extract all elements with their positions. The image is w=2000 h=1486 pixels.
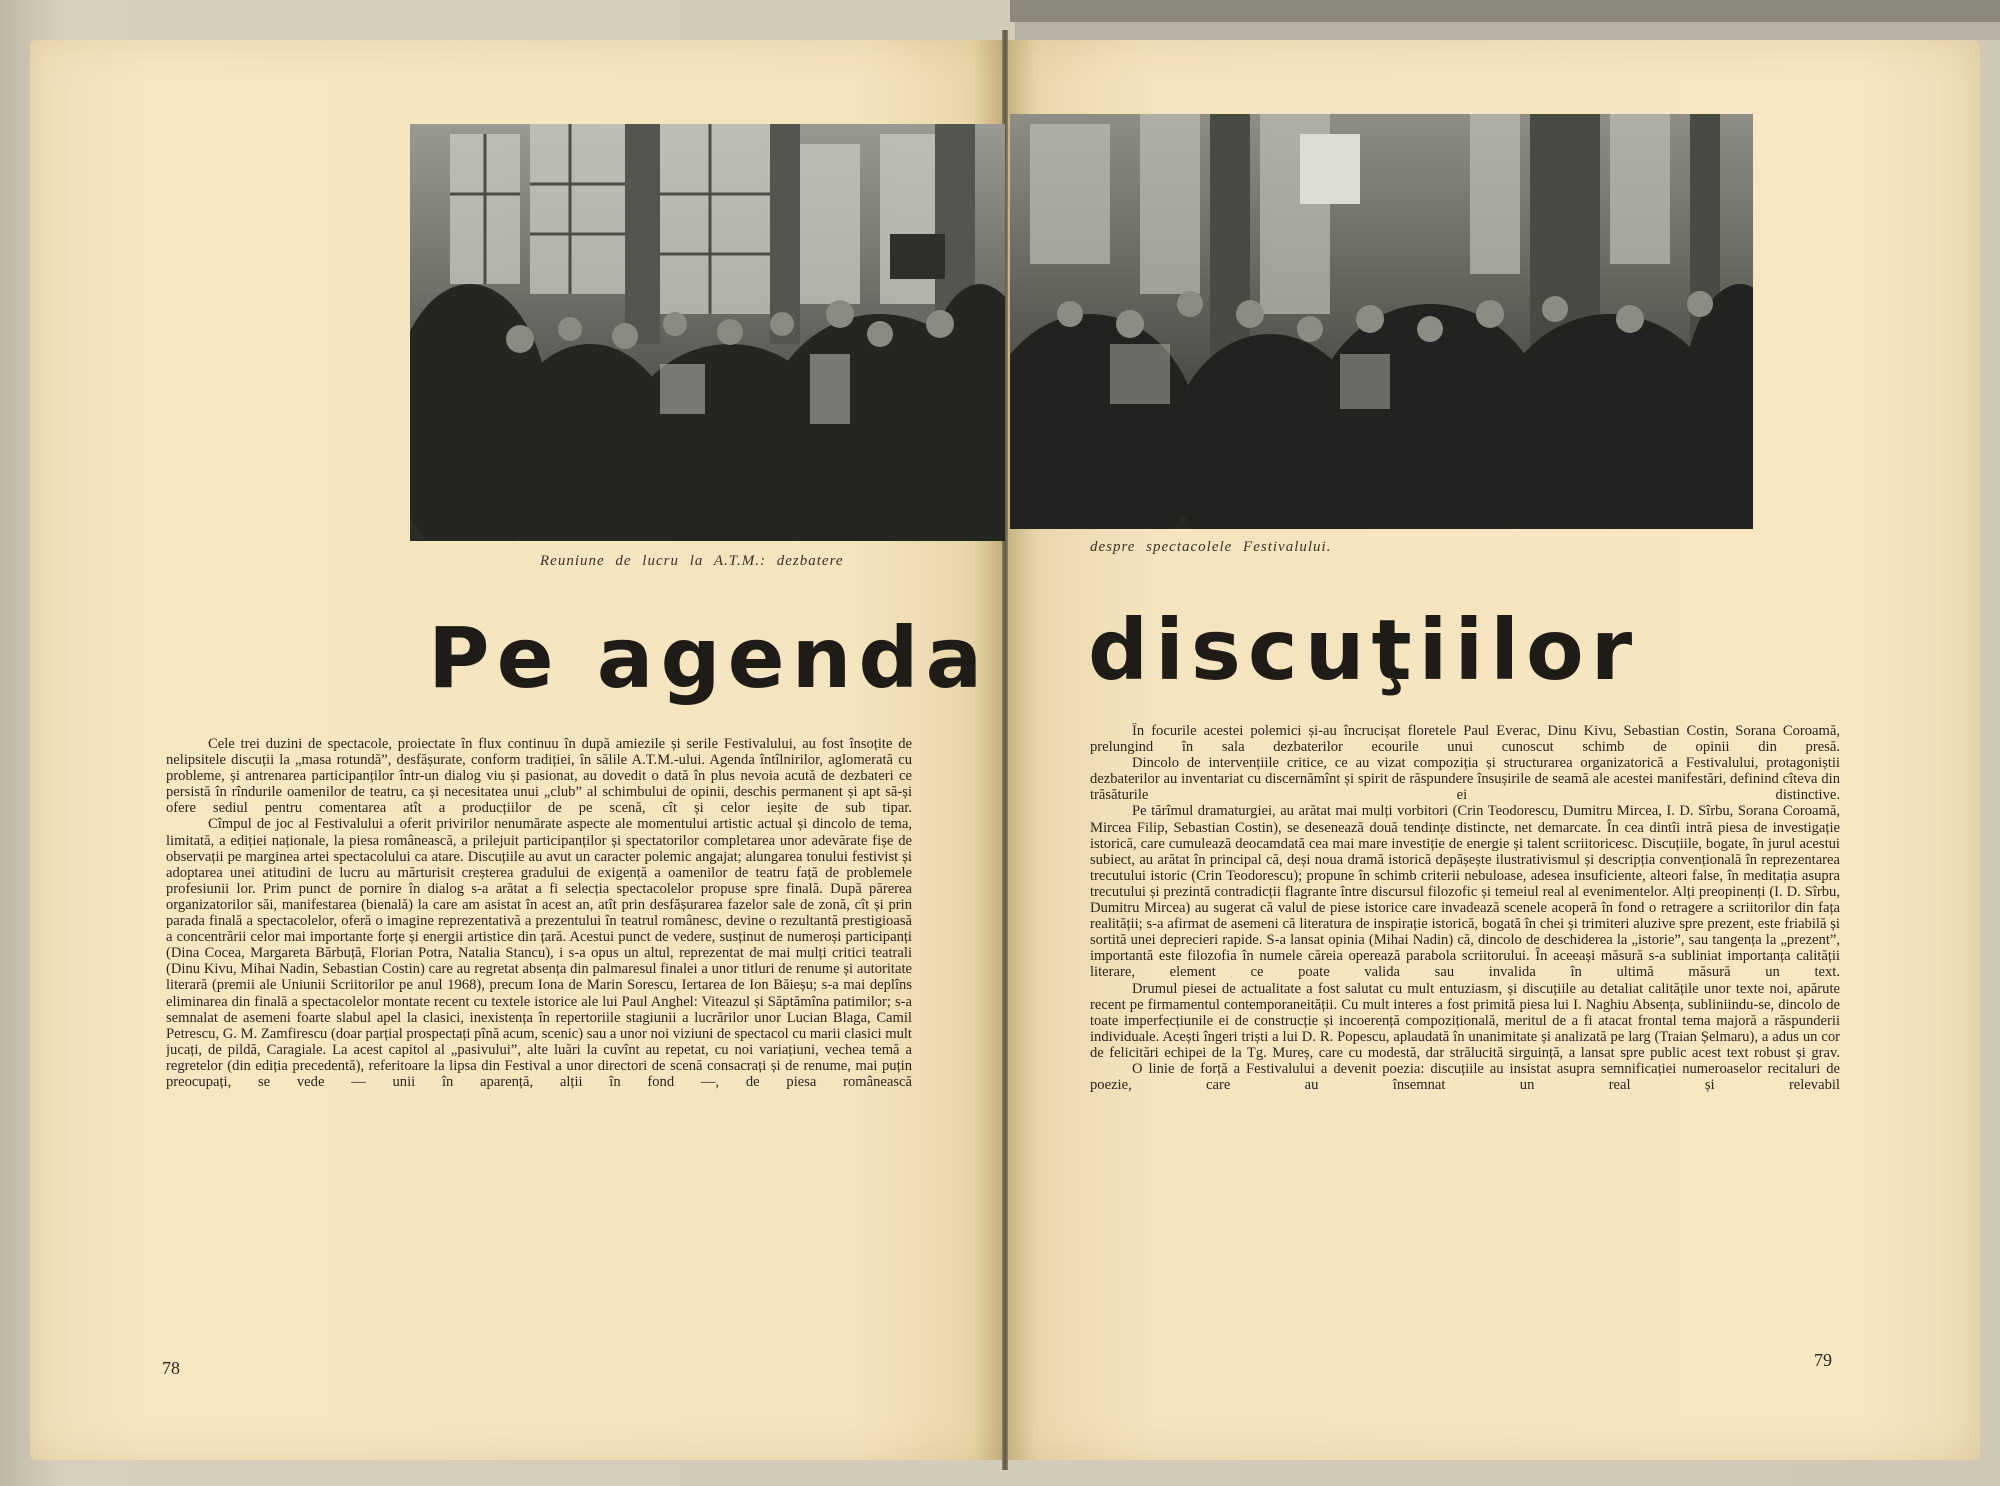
paragraph: Drumul piesei de actualitate a fost salutat cu mult entuziasm, și discuțiile au detaliat calitățile unor texte noi, apărute recent pe firmamentul contemporaneității. Cu mult interes a fost primită piesa lui I. Naghiu Absența, subliniindu-se, dincolo de toate imperfecțiunile ei de construcție și incoerență compozițională, meritul de a fi atacat frontal tema majoră a răspunderii individuale. Acești îngeri triști a lui D. R. Popescu, aplaudată în unanimitate și analizată pe larg (Traian Șelmaru), a adus un cor de felicitări echipei de la Tg. Mureș, care cu modestă, dar strălucită sirguință, a lansat spre public acest text robust și grav. [1090,980,1840,1061]
headline-part-2: discuţiilor [1088,601,1640,699]
paragraph: Cele trei duzini de spectacole, proiectate în flux continuu în după amiezile și serile Festivalului, au fost însoțite de nelipsitele discuții la „masa rotundă”, desfășurate, conform tradiției, în sălile A.T.M.-ului. Agenda întîlnirilor, aglomerată cu probleme, și antrenarea participanților într-un dialog viu și pasionat, au dovedit o dată în plus nevoia acută de dezbateri ce persistă în rîndurile oamenilor de teatru, ca și necesitatea unui „club” al schimbului de opinii, deschis permanent și apt să-și ofere sediul pentru comentarea atît a producțiilor de pe scenă, cît și celor ieșite de sub tipar. [166,736,912,817]
paragraph: Pe tărîmul dramaturgiei, au arătat mai mulți vorbitori (Crin Teodorescu, Dumitru Mircea, I. D. Sîrbu, Sorana Coroamă, Mircea Filip, Sebastian Costin), se desenează două tendințe distincte, net demarcate. În cea dintîi intră piesa de investigație istorică, care cumulează deocamdată cea mai mare investiție de energie și talent scriitoricesc. Discuțiile, bogate, în jurul acestui subiect, au arătat în principal că, deși noua dramă istorică depășește ilustrativismul și descripția convențională în reprezentarea trecutului istoric (Crin Teodorescu); propune în schimb criterii nebuloase, adesea insuficiente, alteori false, în meditația asupra trecutului și prezintă contradicții flagrante între discursul filozofic și temeiul real al evenimentelor. Alți preopinenți (I. D. Sîrbu, Dumitru Mircea) au sugerat că valul de piese istorice care invadează scenele acoperă în fond o retragere a scriitorilor din fața realității; s-a afirmat de asemeni că literatura de inspirație istorică, bogată în chei și trimiteri aluzive spre prezent, este friabilă și sortită unei deprecieri rapide. S-a lansat opinia (Mihai Nadin) că, dincolo de deschiderea la „istorie”, sau tangența la „prezent”, importantă este filozofia în numele căreia operează parabola scriitorului. În aceeași măsură s-a subliniat importanța calității literare, element ce poate valida sau invalida în ultimă măsură un text. [1090,803,1840,981]
page-number-right: 79 [1814,1350,1832,1370]
paragraph: În focurile acestei polemici și-au încrucișat floretele Paul Everac, Dinu Kivu, Sebastian Costin, Sorana Coroamă, prelungind în sala dezbaterilor ecourile unui cunoscut schimb de opinii din presă. [1090,723,1840,756]
article-column-left [166,736,912,1326]
meeting-photo-left [410,124,1005,541]
headline-part-1: Pe agenda [428,609,990,707]
paragraph: Dincolo de intervențiile critice, ce au vizat compoziția și structurarea organizatorică a Festivalului, protagoniștii dezbaterilor au inventariat cu discernămînt și spirit de răspundere însușirile de seamă ale acestei manifestări, definind cîteva din trăsăturile ei distinctive. [1090,755,1840,804]
article-column-right [1090,723,1840,1323]
photo-caption-right: despre spectacolele Festivalului. [1090,539,1332,555]
photo-caption-left: Reuniune de lucru la A.T.M.: dezbatere [540,553,844,569]
paragraph: Cîmpul de joc al Festivalului a oferit privirilor nenumărate aspecte ale momentului artistic actual și dincolo de tema, limitată, a ediției naționale, la piesa românească, a prilejuit participanților și spectatorilor completarea unor adevărate fișe de observații pe marginea artei spectacolului ca atare. Discuțiile au avut un caracter polemic angajat; alungarea tonului festivist și adoptarea unei atitudini de lucru au mărturisit creșterea gradului de exigență a oamenilor de teatru față de problemele profesiunii lor. Prim punct de pornire în dialog s-a arătat a fi selecția spectacolelor propuse spre finală. După părerea organizatorilor săi, manifestarea (bienală) la care am asistat în acest an, atît prin desfășurarea fazelor sale de zonă, cît și prin parada finală a spectacolelor, oferă o imagine reprezentativă a prezentului în teatrul românesc, devine o rezultantă prestigioasă a concentrării celor mai importante forțe și energii artistice din țară. Acestui punct de vedere, susținut de numeroși participanți (Dina Cocea, Margareta Bărbuță, Florian Potra, Natalia Stancu), i s-a opus un altul, reprezentat de mai mulți critici teatrali (Dinu Kivu, Mihai Nadin, Sebastian Costin) care au regretat absența din palmaresul finalei a unor titluri de renume și autoritate literară (premii ale Uniunii Scriitorilor pe anul 1968), precum Iona de Marin Sorescu, Iertarea de Ion Băieșu; s-a mai deplîns eliminarea din finală a spectacolelor montate recent cu textele istorice ale lui Paul Anghel: Viteazul și Săptămîna patimilor; s-a semnalat de asemeni foarte slabul apel la clasici, inexistența în repertoriile stagiunii a lucrărilor unor Lucian Blaga, Camil Petrescu, G. M. Zamfirescu (doar parțial prospectați pînă acum, scenic) sau a unor noi viziuni de spectacol cu marii clasici mult jucați, de pildă, Caragiale. La acest capitol al „pasivului”, alte luări la cuvînt au repetat, cu noi variațiuni, vechea temă a regretelor (din ediția precedentă), referitoare la lipsa din Festival a unor directori de scenă consacrați și de renume, mai puțin preocupați, se vede — unii în aparență, alții în fond —, de piesa românească [166,816,912,1090]
audience-photo-right [1010,114,1753,529]
book-cover-edge [1010,0,2000,22]
book-cover-edge-inner [1015,22,2000,40]
page-number-left: 78 [162,1358,180,1378]
paragraph: O linie de forță a Festivalului a devenit poezia: discuțiile au insistat asupra semnificației numeroaselor recitaluri de poezie, care au însemnat un real și relevabil [1090,1060,1840,1094]
